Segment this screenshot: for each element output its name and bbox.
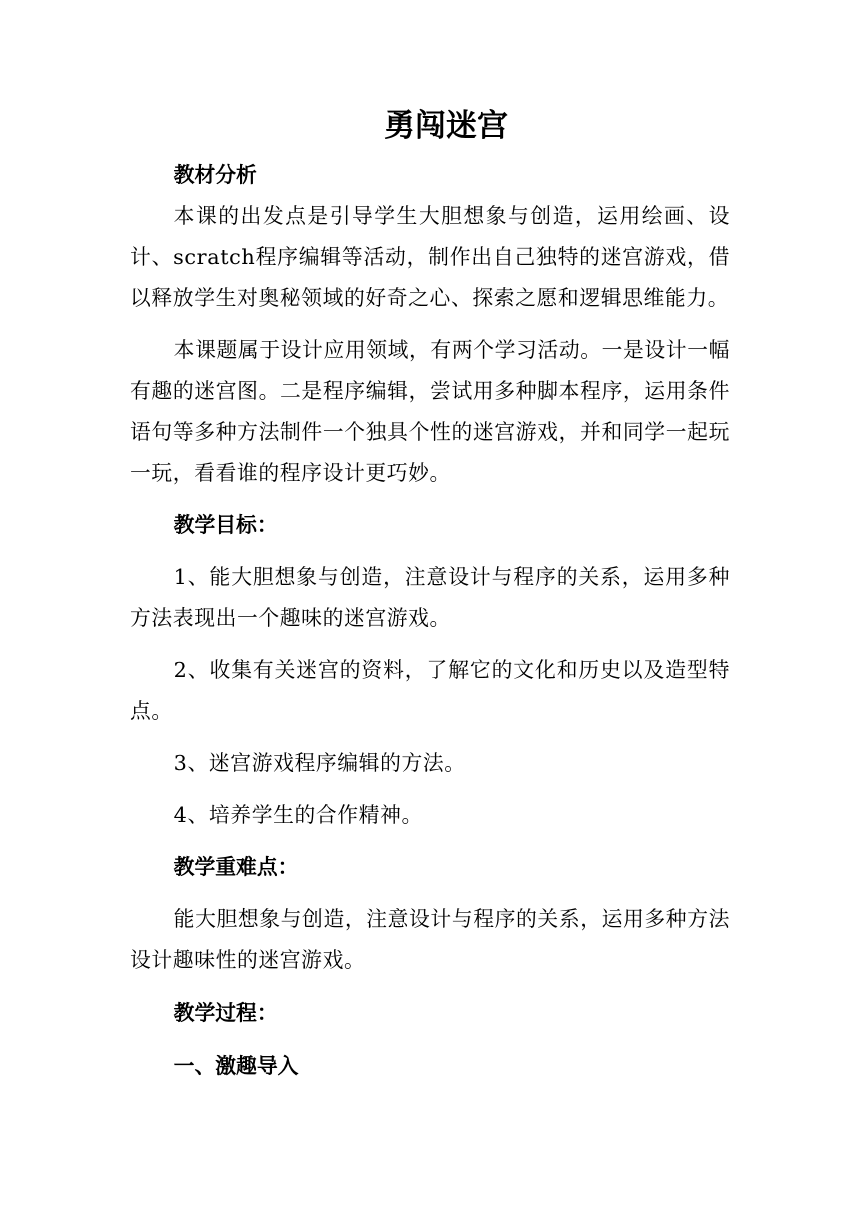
- goal-item-3: 3、迷宫游戏程序编辑的方法。: [173, 751, 466, 775]
- document-title: 勇闯迷宫: [384, 108, 508, 144]
- key-points-text: 能大胆想象与创造，注意设计与程序的关系，运用多种方法设计趣味性的迷宫游戏。: [130, 907, 730, 972]
- document-body: [130, 155, 730, 1087]
- goal-item-2: 2、收集有关迷宫的资料，了解它的文化和历史以及造型特点。: [130, 658, 730, 723]
- section-heading-key-points: 教学重难点：: [173, 855, 299, 879]
- section-heading-process: 教学过程：: [173, 1001, 278, 1025]
- goal-item-4: 4、培养学生的合作精神。: [173, 803, 423, 827]
- analysis-paragraph-1: 本课的出发点是引导学生大胆想象与创造，运用绘画、设计、scratch程序编辑等活动，制作出自己独特的迷宫游戏，借以释放学生对奥秘领域的好奇之心、探索之愿和逻辑思维能力。: [130, 204, 730, 310]
- analysis-paragraph-2: 本课题属于设计应用领域，有两个学习活动。一是设计一幅有趣的迷宫图。二是程序编辑，尝试用多种脚本程序，运用条件语句等多种方法制件一个独具个性的迷宫游戏，并和同学一起玩一玩，看看谁的程序设计更巧妙。: [130, 338, 730, 485]
- process-step-1: 一、激趣导入: [173, 1054, 299, 1078]
- goal-item-1: 1、能大胆想象与创造，注意设计与程序的关系，运用多种方法表现出一个趣味的迷宫游戏。: [130, 565, 730, 630]
- section-heading-goals: 教学目标：: [173, 513, 278, 537]
- section-heading-analysis: 教材分析: [173, 163, 257, 187]
